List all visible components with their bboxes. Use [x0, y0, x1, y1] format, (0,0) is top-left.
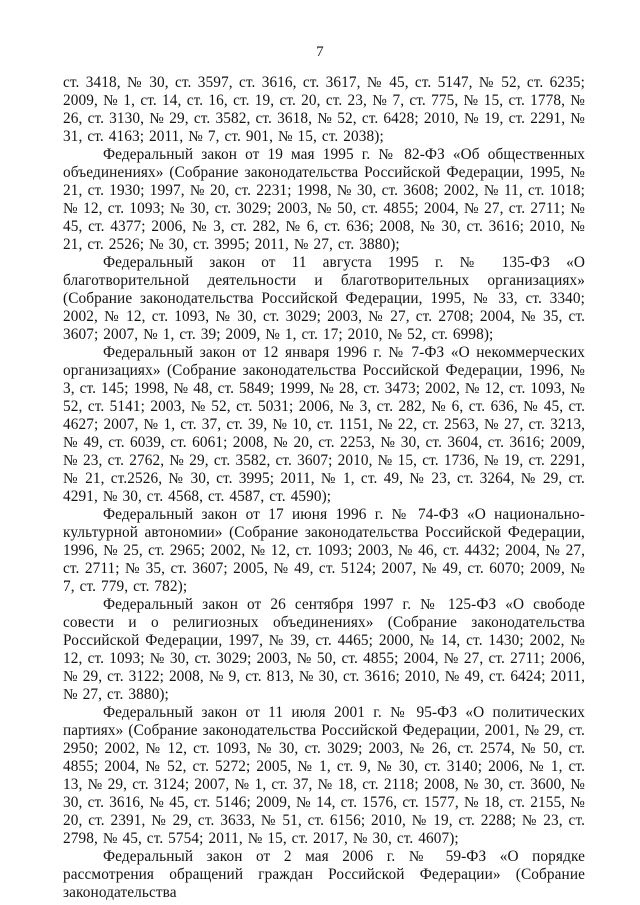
page-number: 7: [316, 44, 324, 60]
paragraph-law-refs-continuation: ст. 3418, № 30, ст. 3597, ст. 3616, ст. 3617, № 45, ст. 5147, № 52, ст. 6235; 2009, № 1, ст. 14, ст. 16, ст. 19, ст. 20, ст. 23, № 7, ст. 775, № 15, ст. 1778, № 26, ст. 3130, № 29, ст. 3582, ст. 3618, № 52, ст. 6428; 2010, № 19, ст. 2291, № 31, ст. 4163; 2011, № 7, ст. 901, № 15, ст. 2038);: [63, 74, 585, 145]
paragraph-law-7-fz: Федеральный закон от 12 января 1996 г. № 7-ФЗ «О некоммерческих организациях» (Собрание законодательства Российской Федерации, 1996, № 3, ст. 145; 1998, № 48, ст. 5849; 1999, № 28, ст. 3473; 2002, № 12, ст. 1093, № 52, ст. 5141; 2003, № 52, ст. 5031; 2006, № 3, ст. 282, № 6, ст. 636, № 45, ст. 4627; 2007, № 1, ст. 37, ст. 39, № 10, ст. 1151, № 22, ст. 2563, № 27, ст. 3213, № 49, ст. 6039, ст. 6061; 2008, № 20, ст. 2253, № 30, ст. 3604, ст. 3616; 2009, № 23, ст. 2762, № 29, ст. 3582, ст. 3607; 2010, № 15, ст. 1736, № 19, ст. 2291, № 21, ст.2526, № 30, ст. 3995; 2011, № 1, ст. 49, № 23, ст. 3264, № 29, ст. 4291, № 30, ст. 4568, ст. 4587, ст. 4590);: [63, 344, 585, 505]
paragraph-law-125-fz: Федеральный закон от 26 сентября 1997 г. № 125-ФЗ «О свободе совести и о религиозных объединениях» (Собрание законодательства Российской Федерации, 1997, № 39, ст. 4465; 2000, № 14, ст. 1430; 2002, № 12, ст. 1093; № 30, ст. 3029; 2003, № 50, ст. 4855; 2004, № 27, ст. 2711; 2006, № 29, ст. 3122; 2008, № 9, ст. 813, № 30, ст. 3616; 2010, № 49, ст. 6424; 2011, № 27, ст. 3880);: [63, 596, 585, 703]
paragraph-law-135-fz: Федеральный закон от 11 августа 1995 г. № 135-ФЗ «О благотворительной деятельности и благотворительных организациях» (Собрание законодательства Российской Федерации, 1995, № 33, ст. 3340; 2002, № 12, ст. 1093, № 30, ст. 3029; 2003, № 27, ст. 2708; 2004, № 35, ст. 3607; 2007, № 1, ст. 39; 2009, № 1, ст. 17; 2010, № 52, ст. 6998);: [63, 254, 585, 343]
paragraph-law-95-fz: Федеральный закон от 11 июля 2001 г. № 95-ФЗ «О политических партиях» (Собрание законодательства Российской Федерации, 2001, № 29, ст. 2950; 2002, № 12, ст. 1093, № 30, ст. 3029; 2003, № 26, ст. 2574, № 50, ст. 4855; 2004, № 52, ст. 5272; 2005, № 1, ст. 9, № 30, ст. 3140; 2006, № 1, ст. 13, № 29, ст. 3124; 2007, № 1, ст. 37, № 18, ст. 2118; 2008, № 30, ст. 3600, № 30, ст. 3616, № 45, ст. 5146; 2009, № 14, ст. 1576, ст. 1577, № 18, ст. 2155, № 20, ст. 2391, № 29, ст. 3633, № 51, ст. 6156; 2010, № 19, ст. 2288; № 23, ст. 2798, № 45, ст. 5754; 2011, № 15, ст. 2017, № 30, ст. 4607);: [63, 704, 585, 847]
paragraph-law-74-fz: Федеральный закон от 17 июня 1996 г. № 74-ФЗ «О национально-культурной автономии» (Собрание законодательства Российской Федерации, 1996, № 25, ст. 2965; 2002, № 12, ст. 1093; 2003, № 46, ст. 4432; 2004, № 27, ст. 2711; № 35, ст. 3607; 2005, № 49, ст. 5124; 2007, № 49, ст. 6070; 2009, № 7, ст. 779, ст. 782);: [63, 506, 585, 595]
document-body: [63, 74, 585, 902]
paragraph-law-82-fz: Федеральный закон от 19 мая 1995 г. № 82-ФЗ «Об общественных объединениях» (Собрание законодательства Российской Федерации, 1995, № 21, ст. 1930; 1997, № 20, ст. 2231; 1998, № 30, ст. 3608; 2002, № 11, ст. 1018; № 12, ст. 1093; № 30, ст. 3029; 2003, № 50, ст. 4855; 2004, № 27, ст. 2711; № 45, ст. 4377; 2006, № 3, ст. 282, № 6, ст. 636; 2008, № 30, ст. 3616; 2010, № 21, ст. 2526; № 30, ст. 3995; 2011, № 27, ст. 3880);: [63, 146, 585, 253]
paragraph-law-59-fz: Федеральный закон от 2 мая 2006 г. № 59-ФЗ «О порядке рассмотрения обращений граждан Российской Федерации» (Собрание законодательства: [63, 848, 585, 901]
